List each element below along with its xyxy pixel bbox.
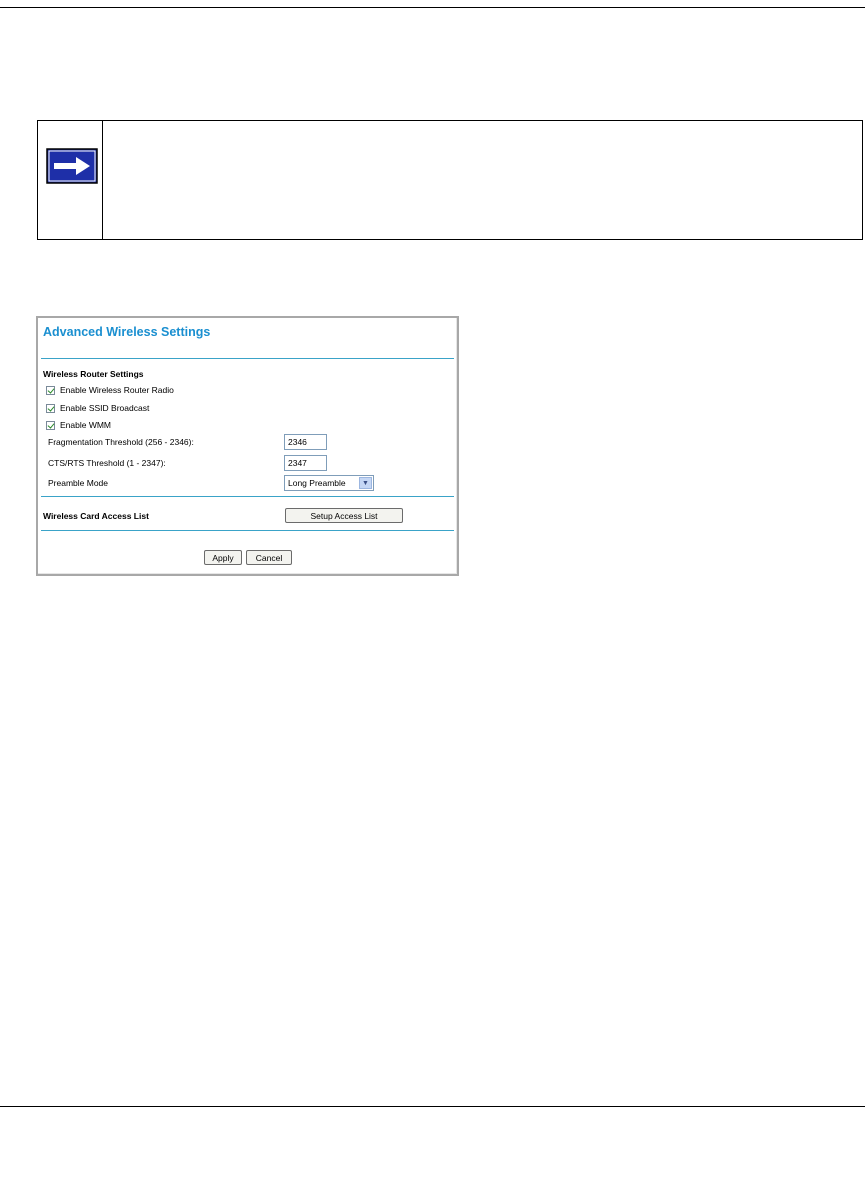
- footer-rule: [0, 1106, 865, 1107]
- header-rule: [0, 7, 865, 8]
- cancel-button[interactable]: Cancel: [246, 550, 292, 565]
- enable-wmm-checkbox[interactable]: [46, 421, 55, 430]
- cts-rts-label: CTS/RTS Threshold (1 - 2347):: [48, 458, 166, 468]
- router-settings-heading: Wireless Router Settings: [43, 369, 144, 379]
- enable-radio-label: Enable Wireless Router Radio: [60, 385, 174, 395]
- divider: [41, 358, 454, 359]
- enable-radio-checkbox[interactable]: [46, 386, 55, 395]
- checkbox-row-wmm: [46, 419, 111, 431]
- enable-ssid-broadcast-checkbox[interactable]: [46, 404, 55, 413]
- note-icon-cell: [38, 121, 103, 239]
- divider: [41, 530, 454, 531]
- preamble-label: Preamble Mode: [48, 478, 109, 488]
- fragmentation-input[interactable]: 2346: [284, 434, 327, 450]
- apply-button[interactable]: Apply: [204, 550, 242, 565]
- enable-ssid-broadcast-label: Enable SSID Broadcast: [60, 403, 150, 413]
- fragmentation-label: Fragmentation Threshold (256 - 2346):: [48, 437, 194, 447]
- panel-title: Advanced Wireless Settings: [43, 325, 211, 339]
- checkbox-row-ssid: [46, 402, 149, 414]
- advanced-wireless-settings-panel: [36, 316, 459, 576]
- divider: [41, 496, 454, 497]
- preamble-select[interactable]: [284, 475, 374, 491]
- enable-wmm-label: Enable WMM: [60, 420, 112, 430]
- preamble-selected-value: Long Preamble: [288, 478, 346, 488]
- right-arrow-icon: [46, 148, 98, 184]
- chevron-down-icon[interactable]: ▼: [359, 477, 372, 489]
- cts-rts-input[interactable]: 2347: [284, 455, 327, 471]
- access-list-heading: Wireless Card Access List: [43, 511, 149, 521]
- checkbox-row-radio: [46, 384, 174, 396]
- note-box: [37, 120, 863, 240]
- setup-access-list-button[interactable]: Setup Access List: [285, 508, 403, 523]
